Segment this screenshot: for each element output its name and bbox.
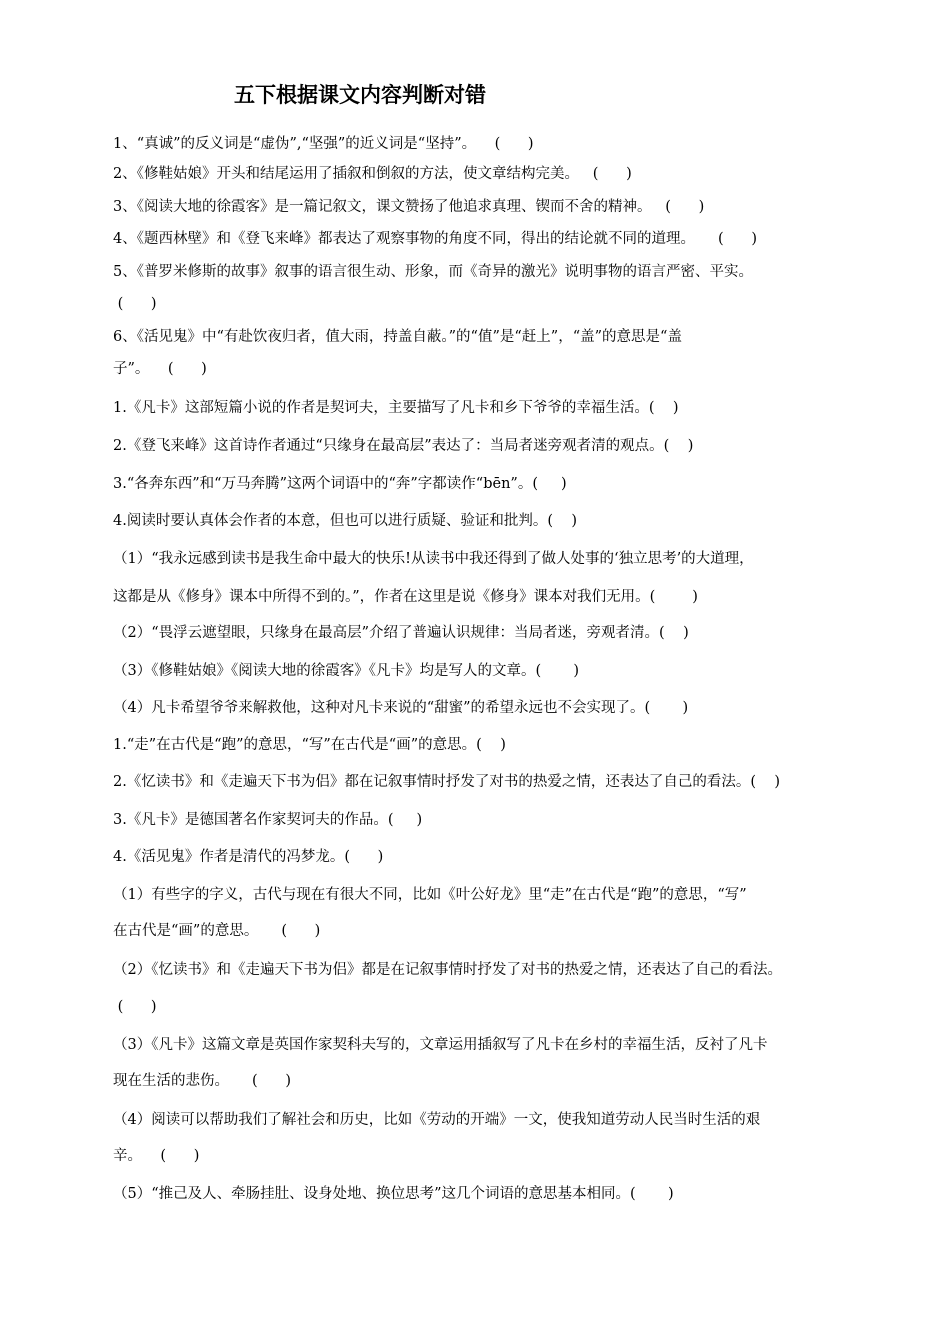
question-line: 2.《登飞来峰》这首诗作者通过“只缘身在最高层”表达了：当局者迷旁观者清的观点。( ) bbox=[113, 438, 694, 454]
question-line: 1.《凡卡》这部短篇小说的作者是契诃夫，主要描写了凡卡和乡下爷爷的幸福生活。( ) bbox=[113, 400, 679, 416]
question-line: （4）阅读可以帮助我们了解社会和历史，比如《劳动的开端》一文，使我知道劳动人民当时生活的艰 bbox=[113, 1112, 761, 1128]
question-line: ( ) bbox=[113, 296, 157, 312]
question-line: 4、《题西林壁》和《登飞来峰》都表达了观察事物的角度不同，得出的结论就不同的道理。 ( ) bbox=[113, 231, 757, 247]
question-line: （2）《忆读书》和《走遍天下书为侣》都是在记叙事情时抒发了对书的热爱之情，还表达了自己的看法。 bbox=[113, 962, 782, 978]
question-line: ( ) bbox=[113, 999, 157, 1015]
question-line: 5、《普罗米修斯的故事》叙事的语言很生动、形象，而《奇异的激光》说明事物的语言严密、平实。 bbox=[113, 264, 753, 280]
question-line: 4.《活见鬼》作者是清代的冯梦龙。( ) bbox=[113, 849, 384, 865]
question-line: 3.《凡卡》是德国著名作家契诃夫的作品。( ) bbox=[113, 812, 423, 828]
question-line: 在古代是“画”的意思。 ( ) bbox=[113, 923, 321, 939]
question-line: 1.“走”在古代是“跑”的意思，“写”在古代是“画”的意思。( ) bbox=[113, 737, 506, 753]
question-line: 6、《活见鬼》中“有赴饮夜归者，值大雨，持盖自蔽。”的“值”是“赶上”，“盖”的意思是“盖 bbox=[113, 329, 682, 345]
question-line: （3）《修鞋姑娘》《阅读大地的徐霞客》《凡卡》均是写人的文章。( ) bbox=[113, 663, 580, 679]
question-line: 3.“各奔东西”和“万马奔腾”这两个词语中的“奔”字都读作“bēn”。( ) bbox=[113, 476, 567, 492]
question-line: 3、《阅读大地的徐霞客》是一篇记叙文，课文赞扬了他追求真理、锲而不舍的精神。 ( ) bbox=[113, 199, 705, 215]
question-line: 子”。 ( ) bbox=[113, 361, 207, 377]
question-line: （5）“推己及人、牵肠挂肚、设身处地、换位思考”这几个词语的意思基本相同。( ) bbox=[113, 1186, 674, 1202]
question-line: 现在生活的悲伤。 ( ) bbox=[113, 1073, 292, 1089]
question-line: 辛。 ( ) bbox=[113, 1148, 200, 1164]
question-line: 2.《忆读书》和《走遍天下书为侣》都在记叙事情时抒发了对书的热爱之情，还表达了自己的看法。( ) bbox=[113, 774, 781, 790]
question-line: （2）“畏浮云遮望眼，只缘身在最高层”介绍了普遍认识规律：当局者迷，旁观者清。( ) bbox=[113, 625, 689, 641]
question-line: （4）凡卡希望爷爷来解救他，这种对凡卡来说的“甜蜜”的希望永远也不会实现了。( ) bbox=[113, 700, 689, 716]
question-line: 4.阅读时要认真体会作者的本意，但也可以进行质疑、验证和批判。( ) bbox=[113, 513, 578, 529]
question-line: （1）“我永远感到读书是我生命中最大的快乐!从读书中我还得到了做人处事的‘独立思考’的大道理， bbox=[113, 551, 754, 567]
question-line: （1）有些字的字义，古代与现在有很大不同，比如《叶公好龙》里“走”在古代是“跑”的意思，“写” bbox=[113, 887, 747, 903]
question-line: 2、《修鞋姑娘》开头和结尾运用了插叙和倒叙的方法，使文章结构完美。 ( ) bbox=[113, 166, 632, 182]
page-title: 五下根据课文内容判断对错 bbox=[234, 83, 486, 107]
question-line: 这都是从《修身》课本中所得不到的。”，作者在这里是说《修身》课本对我们无用。( ) bbox=[113, 589, 698, 605]
question-line: （3）《凡卡》这篇文章是英国作家契科夫写的，文章运用插叙写了凡卡在乡村的幸福生活，反衬了凡卡 bbox=[113, 1037, 768, 1053]
question-line: 1、“真诚”的反义词是“虚伪”,“坚强”的近义词是“坚持”。 ( ) bbox=[113, 136, 534, 152]
